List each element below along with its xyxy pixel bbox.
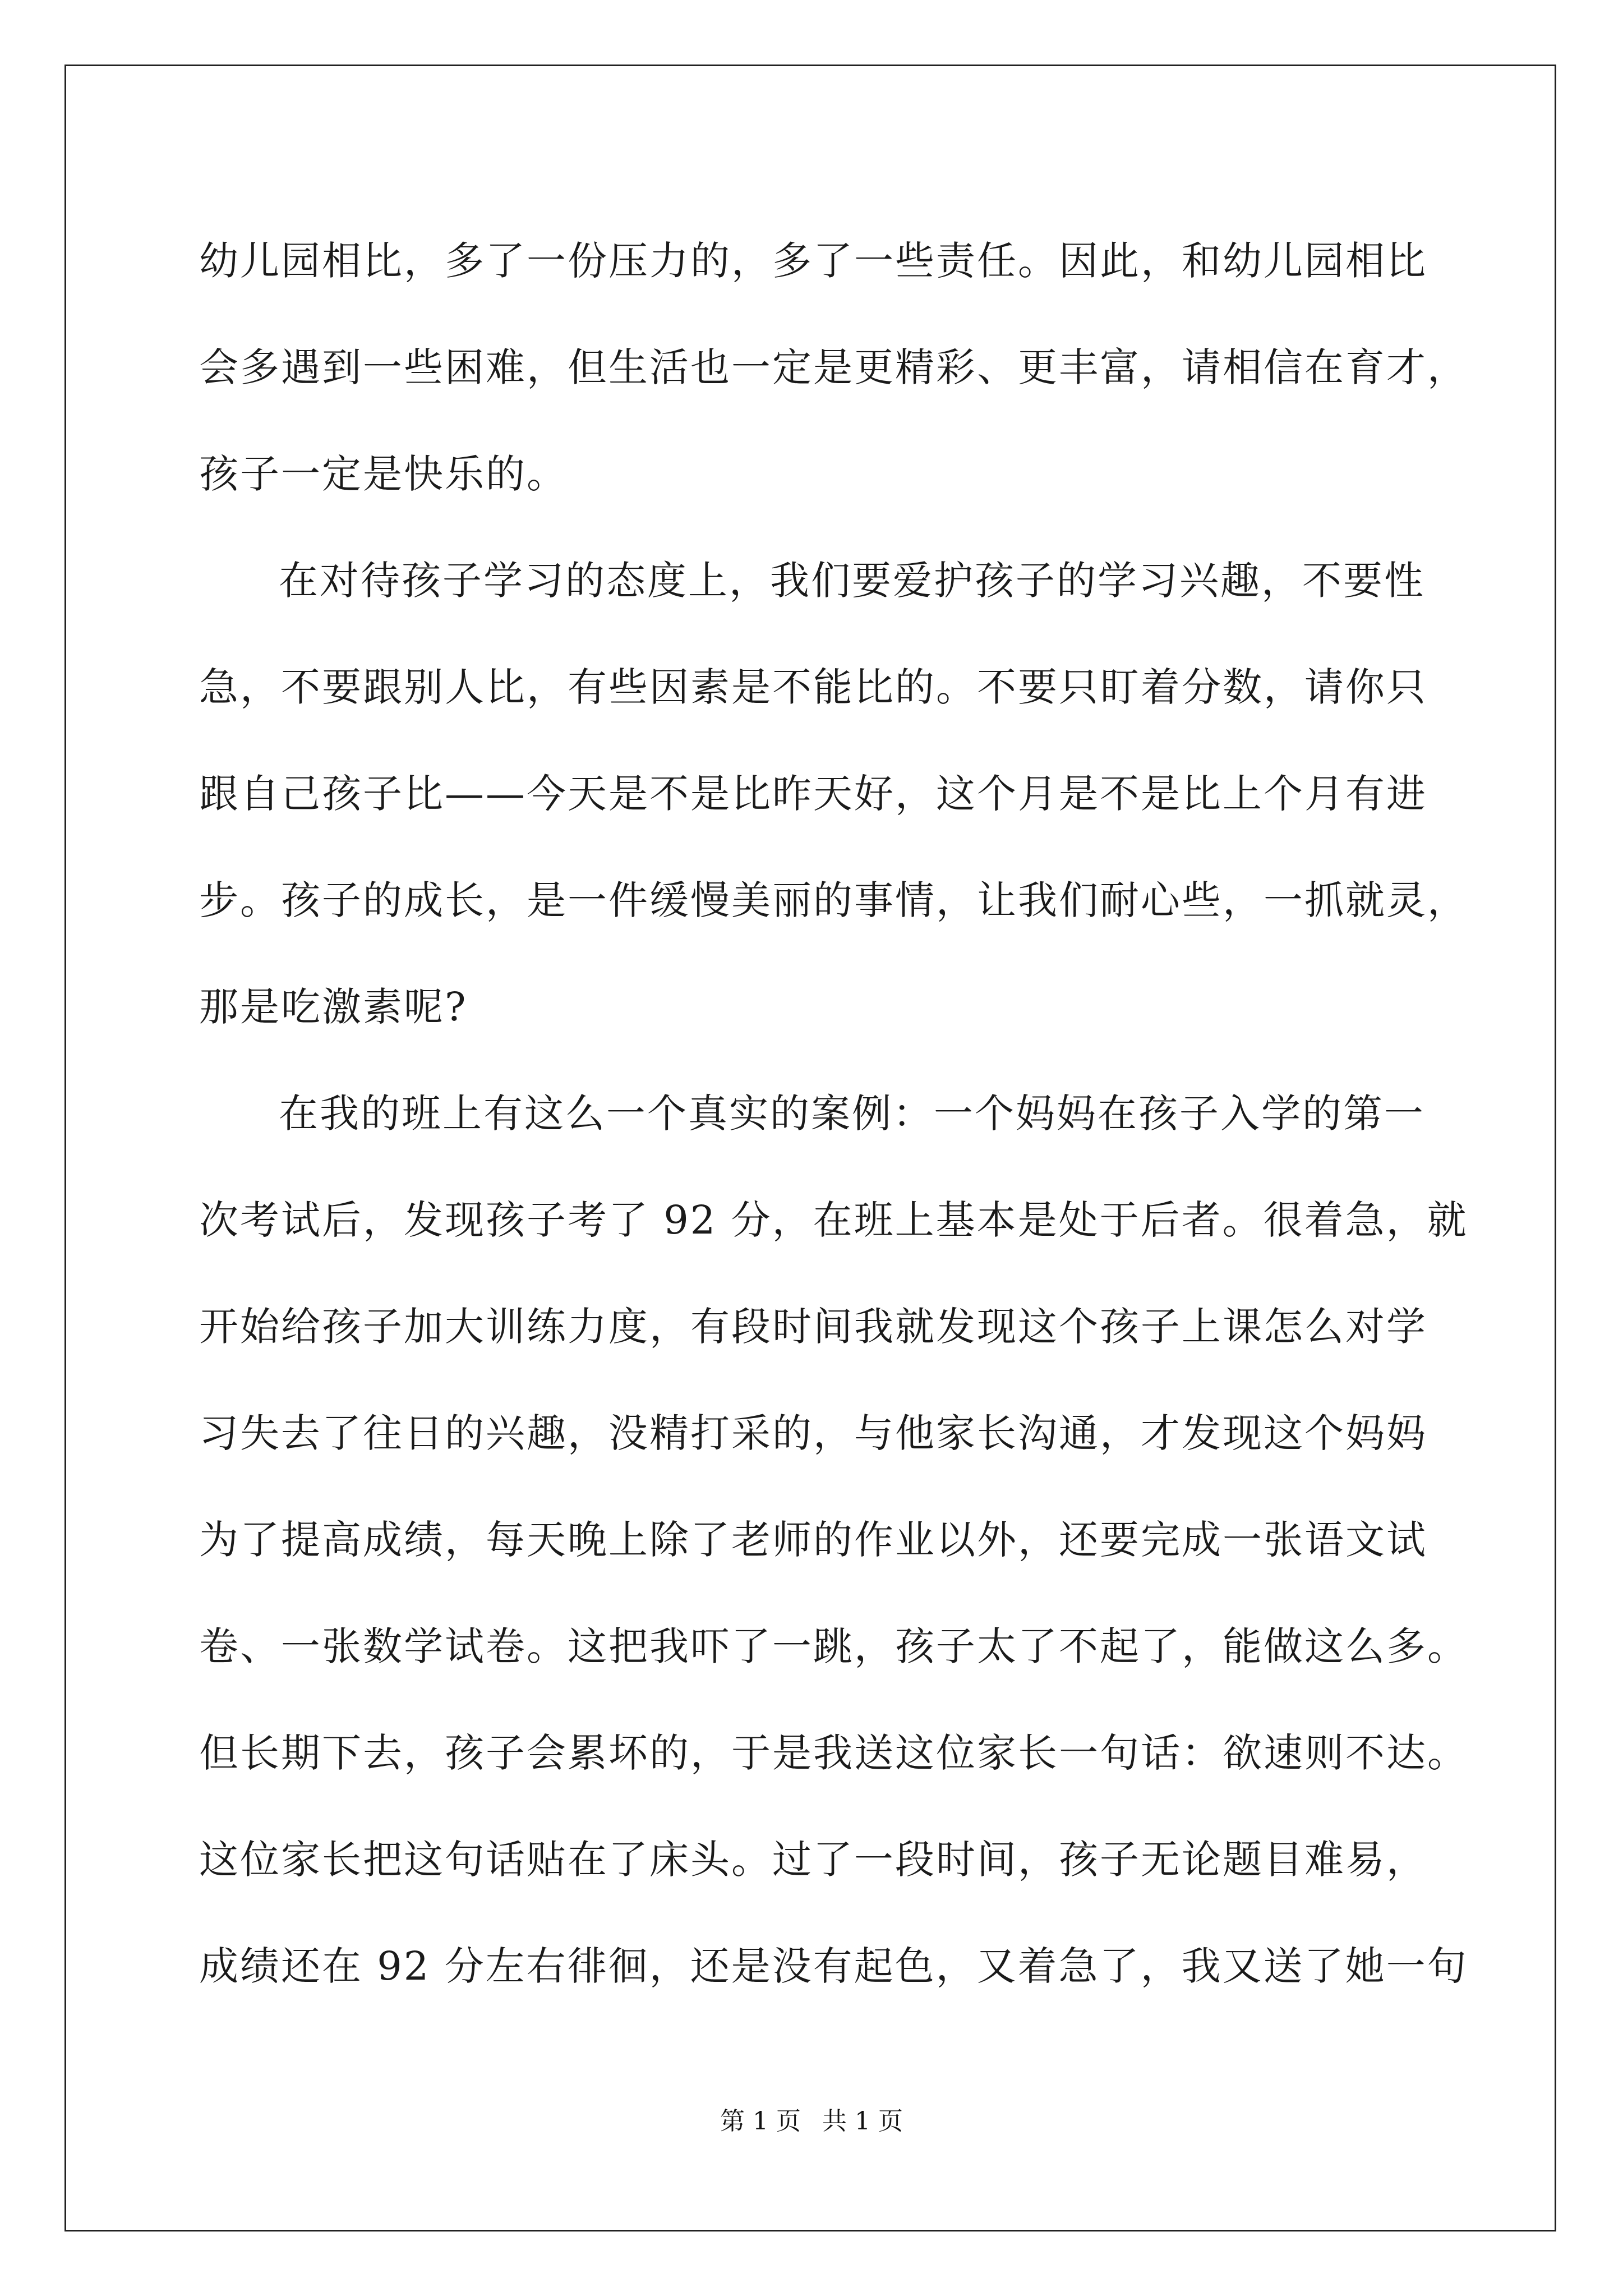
text-line: 跟自己孩子比——今天是不是比昨天好，这个月是不是比上个月有进 [199,771,1427,817]
text-line: 孩子一定是快乐的。 [199,451,568,497]
text-line: 为了提高成绩，每天晚上除了老师的作业以外，还要完成一张语文试 [199,1517,1427,1563]
page-total: 共 1 页 [822,2107,903,2136]
text-line: 成绩还在 92 分左右徘徊，还是没有起色，又着急了，我又送了她一句 [199,1943,1468,1989]
text-line: 但长期下去，孩子会累坏的，于是我送这位家长一句话：欲速则不达。 [199,1730,1468,1776]
text-line: 在我的班上有这么一个真实的案例：一个妈妈在孩子入学的第一 [279,1091,1425,1137]
text-line: 那是吃激素呢? [199,984,468,1030]
text-line: 次考试后，发现孩子考了 92 分，在班上基本是处于后者。很着急，就 [199,1197,1468,1243]
text-line: 开始给孩子加大训练力度，有段时间我就发现这个孩子上课怎么对学 [199,1304,1427,1350]
text-line: 急，不要跟别人比，有些因素是不能比的。不要只盯着分数，请你只 [199,664,1427,710]
page-number: 第 1 页 [720,2107,801,2136]
text-line: 幼儿园相比，多了一份压力的，多了一些责任。因此，和幼儿园相比 [199,238,1427,284]
document-body [199,208,1468,2019]
text-line: 在对待孩子学习的态度上，我们要爱护孩子的学习兴趣，不要性 [279,558,1425,604]
text-line: 步。孩子的成长，是一件缓慢美丽的事情，让我们耐心些，一抓就灵， [199,877,1468,923]
text-line: 习失去了往日的兴趣，没精打采的，与他家长沟通，才发现这个妈妈 [199,1410,1427,1456]
text-line: 这位家长把这句话贴在了床头。过了一段时间，孩子无论题目难易， [199,1837,1427,1883]
text-line: 卷、一张数学试卷。这把我吓了一跳，孩子太了不起了，能做这么多。 [199,1623,1468,1669]
text-line: 会多遇到一些困难，但生活也一定是更精彩、更丰富，请相信在育才， [199,344,1468,390]
page-footer [0,2101,1623,2137]
